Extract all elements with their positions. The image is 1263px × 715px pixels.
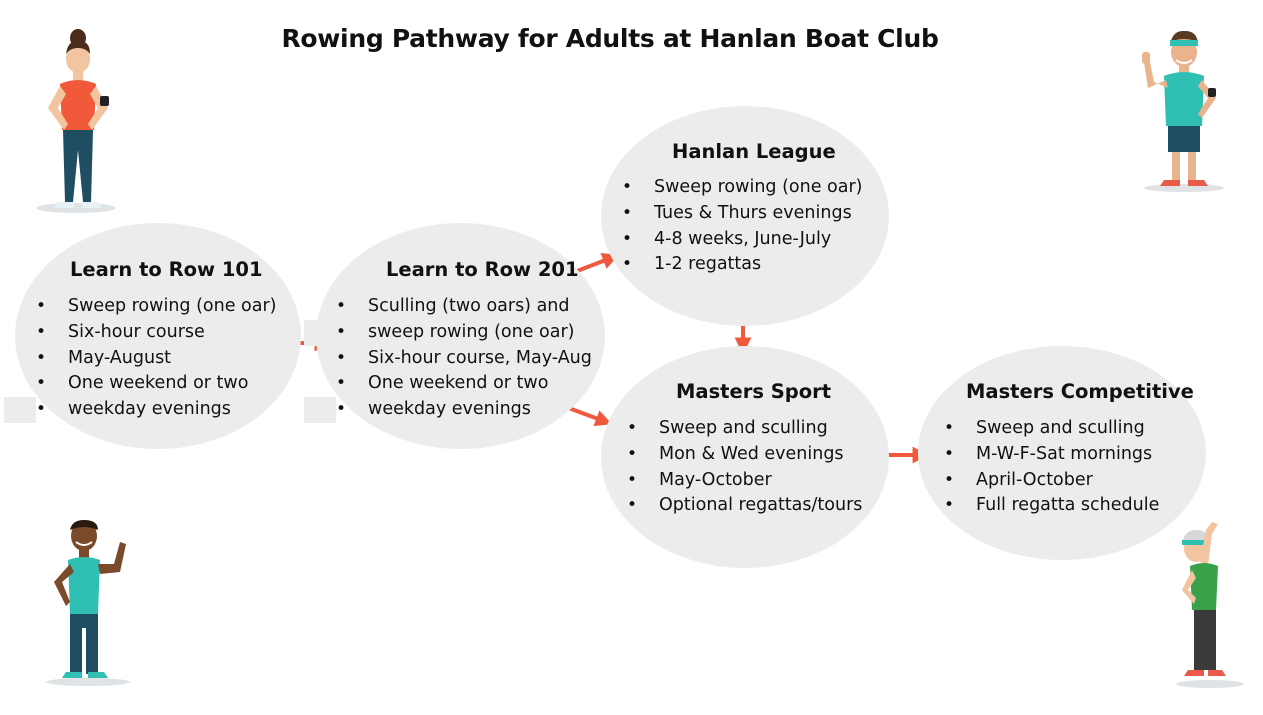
list-item: • April-October <box>944 468 1159 494</box>
list-item: • Sweep rowing (one oar) <box>622 175 863 201</box>
list-item: • May-October <box>627 468 862 494</box>
list-item: • Sculling (two oars) and <box>336 294 592 320</box>
list-item-continuation: weekday evenings <box>368 399 531 420</box>
node-heading: Hanlan League <box>672 140 836 163</box>
thumbs-up-man-illustration <box>1136 22 1228 194</box>
page-title: Rowing Pathway for Adults at Hanlan Boat Club <box>281 24 939 53</box>
list-item: • Sweep rowing (one oar) <box>36 294 277 320</box>
list-item: • Sweep and sculling <box>627 416 862 442</box>
list-item: • Mon & Wed evenings <box>627 442 862 468</box>
list-item: • Full regatta schedule <box>944 493 1159 519</box>
node-heading: Learn to Row 101 <box>70 258 263 281</box>
list-item: • Six-hour course, May-Aug <box>336 346 592 372</box>
node-list <box>944 416 1159 519</box>
node-masters-competitive <box>918 346 1206 560</box>
list-item: • Sweep and sculling <box>944 416 1159 442</box>
list-item <box>336 320 592 346</box>
node-masters-sport <box>601 346 889 568</box>
flexing-man-illustration <box>40 518 132 688</box>
list-item-continuation: weekday evenings <box>68 399 231 420</box>
runner-woman-illustration <box>30 24 120 216</box>
list-item: • One weekend or two <box>36 371 277 397</box>
node-list <box>627 416 862 519</box>
node-learn-to-row-201 <box>316 223 605 449</box>
node-list <box>622 175 863 278</box>
list-item-continuation: sweep rowing (one oar) <box>368 321 575 342</box>
node-hanlan-league <box>601 106 889 326</box>
list-item: • May-August <box>36 346 277 372</box>
node-heading: Learn to Row 201 <box>386 258 579 281</box>
list-item: • 4-8 weeks, June-July <box>622 227 863 253</box>
node-heading: Masters Competitive <box>966 380 1194 403</box>
list-item <box>336 397 592 423</box>
stretching-senior-illustration <box>1166 520 1248 690</box>
list-item: • M-W-F-Sat mornings <box>944 442 1159 468</box>
list-item: • 1-2 regattas <box>622 252 863 278</box>
node-list <box>36 294 277 423</box>
node-learn-to-row-101 <box>15 223 301 449</box>
node-list <box>336 294 592 423</box>
list-item: • One weekend or two <box>336 371 592 397</box>
node-heading: Masters Sport <box>676 380 832 403</box>
list-item: • Tues & Thurs evenings <box>622 201 863 227</box>
list-item: • Six-hour course <box>36 320 277 346</box>
list-item: • Optional regattas/tours <box>627 493 862 519</box>
list-item <box>36 397 277 423</box>
